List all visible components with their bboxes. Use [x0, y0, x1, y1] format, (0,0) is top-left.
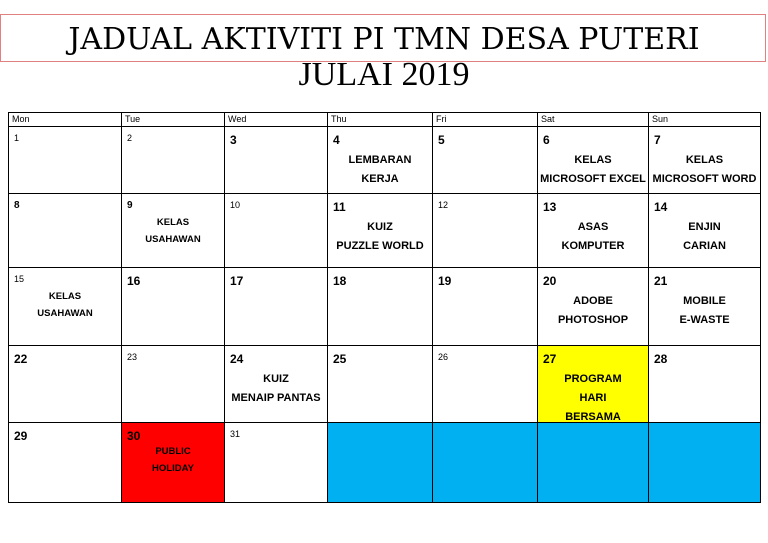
day-cell-12	[433, 194, 538, 268]
empty-cell	[649, 423, 761, 503]
day-cell-5	[433, 127, 538, 194]
day-number: 3	[230, 133, 237, 147]
event-label: ENJIN CARIAN	[683, 221, 726, 252]
day-number: 4	[333, 133, 340, 147]
day-cell-10	[225, 194, 328, 268]
day-cell-22	[9, 346, 122, 423]
event-label: KUIZ PUZZLE WORLD	[336, 221, 424, 252]
weekday-header-sun: Sun	[649, 113, 761, 127]
day-cell-17	[225, 268, 328, 346]
event-label: KUIZ MENAIP PANTAS	[231, 373, 321, 404]
day-number: 11	[333, 200, 346, 214]
day-number: 30	[127, 429, 141, 443]
day-cell-9	[122, 194, 225, 268]
day-number: 23	[127, 352, 138, 362]
day-number: 29	[14, 429, 28, 443]
day-number: 21	[654, 274, 668, 288]
day-number: 1	[14, 133, 20, 143]
day-number: 22	[14, 352, 28, 366]
day-cell-7	[649, 127, 761, 194]
day-cell-1	[9, 127, 122, 194]
day-number: 6	[543, 133, 550, 147]
day-number: 19	[438, 274, 452, 288]
day-cell-21	[649, 268, 761, 346]
day-cell-30	[122, 423, 225, 503]
day-number: 5	[438, 133, 445, 147]
event-label: KELAS USAHAWAN	[37, 291, 93, 319]
day-cell-28	[649, 346, 761, 423]
day-cell-23	[122, 346, 225, 423]
day-number: 17	[230, 274, 244, 288]
day-number: 16	[127, 274, 141, 288]
event-label: KELAS USAHAWAN	[145, 217, 201, 245]
day-number: 2	[127, 133, 133, 143]
event-label: PROGRAM HARI BERSAMA	[564, 373, 622, 423]
day-number: 13	[543, 200, 557, 214]
page-title: JADUAL AKTIVITI PI TMN DESA PUTERI	[68, 22, 700, 57]
day-number: 8	[14, 200, 20, 211]
day-number: 25	[333, 352, 347, 366]
day-cell-25	[328, 346, 433, 423]
empty-cell	[538, 423, 649, 503]
weekday-header-thu: Thu	[328, 113, 433, 127]
event-label: ADOBE PHOTOSHOP	[557, 295, 629, 326]
weekday-header-mon: Mon	[9, 113, 122, 127]
empty-cell	[433, 423, 538, 503]
day-cell-4	[328, 127, 433, 194]
day-cell-20	[538, 268, 649, 346]
day-cell-2	[122, 127, 225, 194]
day-cell-14	[649, 194, 761, 268]
day-number: 12	[438, 200, 449, 210]
day-number: 24	[230, 352, 244, 366]
day-number: 10	[230, 200, 241, 210]
day-cell-18	[328, 268, 433, 346]
day-number: 20	[543, 274, 557, 288]
weekday-header-wed: Wed	[225, 113, 328, 127]
weekday-header-tue: Tue	[122, 113, 225, 127]
empty-cell	[328, 423, 433, 503]
day-number: 9	[127, 200, 133, 211]
day-cell-29	[9, 423, 122, 503]
day-number: 18	[333, 274, 347, 288]
event-label: ASAS KOMPUTER	[561, 221, 625, 252]
day-cell-27	[538, 346, 649, 423]
day-number: 26	[438, 352, 449, 362]
day-number: 31	[230, 429, 241, 439]
page-subtitle: JULAI 2019	[298, 56, 470, 93]
day-number: 15	[14, 274, 25, 284]
event-label: PUBLIC HOLIDAY	[152, 446, 194, 474]
event-label: KELAS MICROSOFT EXCEL	[540, 154, 646, 185]
day-cell-11	[328, 194, 433, 268]
day-cell-16	[122, 268, 225, 346]
weekday-header-sat: Sat	[538, 113, 649, 127]
day-cell-24	[225, 346, 328, 423]
day-cell-26	[433, 346, 538, 423]
day-cell-3	[225, 127, 328, 194]
event-label: KELAS MICROSOFT WORD	[652, 154, 757, 185]
calendar-grid	[8, 112, 761, 503]
day-cell-19	[433, 268, 538, 346]
weekday-header-fri: Fri	[433, 113, 538, 127]
day-cell-13	[538, 194, 649, 268]
day-cell-8	[9, 194, 122, 268]
day-number: 7	[654, 133, 661, 147]
day-number: 14	[654, 200, 668, 214]
event-label: LEMBARAN KERJA	[348, 154, 412, 185]
day-cell-6	[538, 127, 649, 194]
event-label: MOBILE E-WASTE	[679, 295, 730, 326]
day-number: 27	[543, 352, 557, 366]
day-number: 28	[654, 352, 668, 366]
day-cell-31	[225, 423, 328, 503]
day-cell-15	[9, 268, 122, 346]
